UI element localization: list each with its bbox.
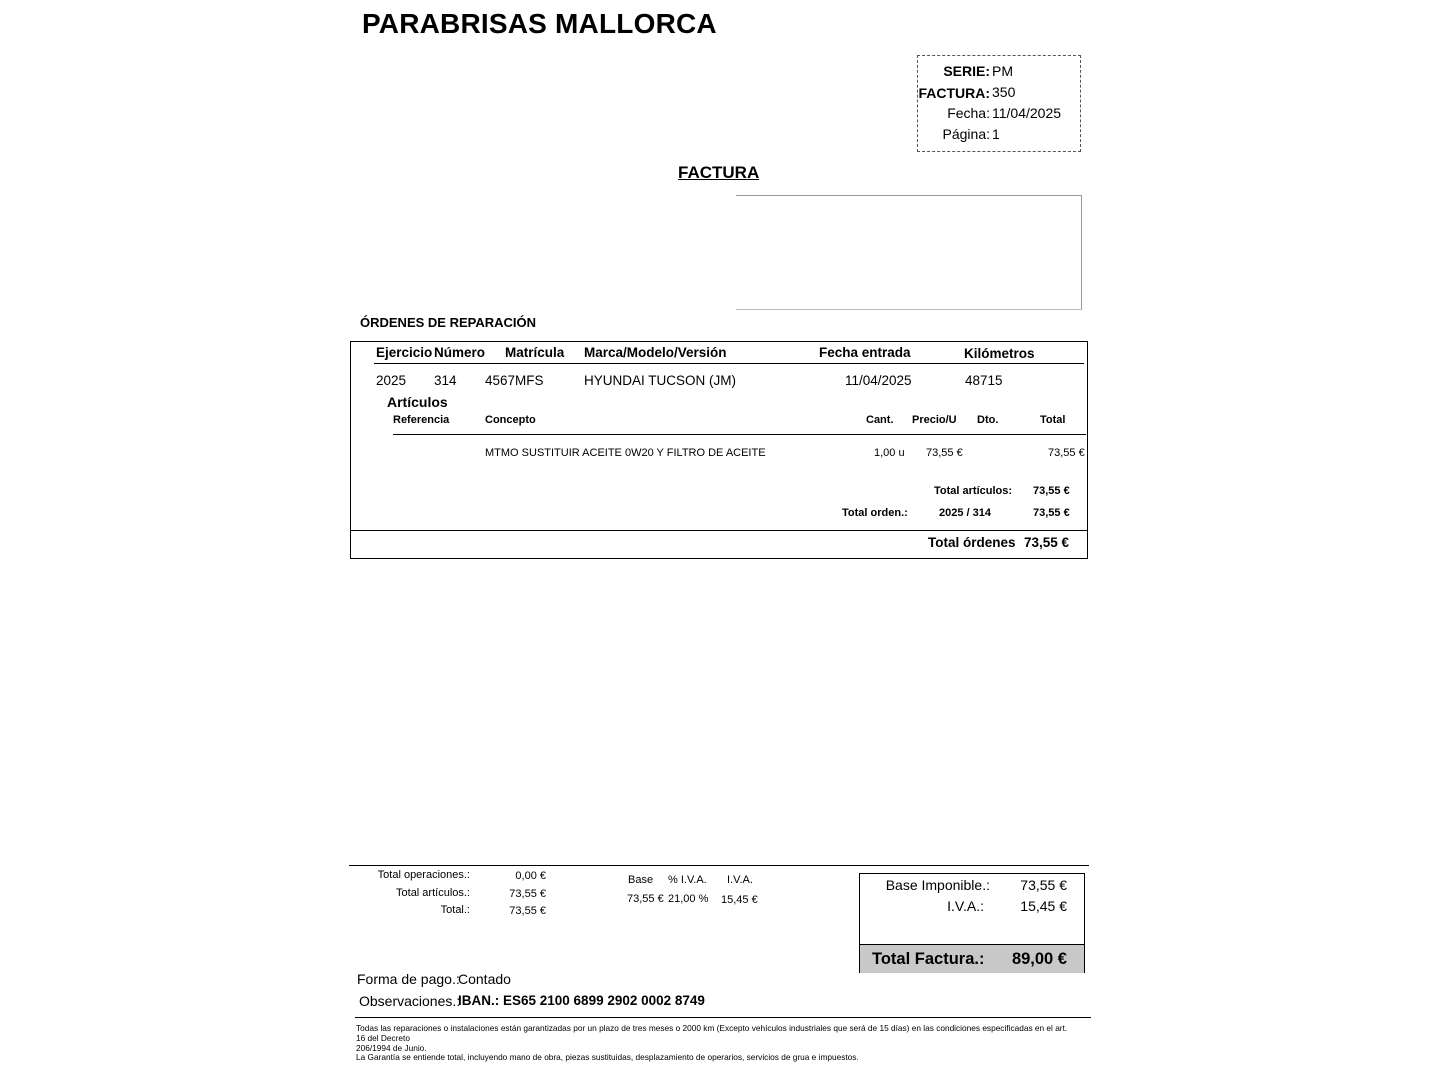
col-header-matricula: Matrícula [505,345,565,360]
legal-notice [356,1024,1067,1063]
summary-total-articulos-label: Total artículos.: [396,887,470,899]
article-header-concepto: Concepto [485,414,536,426]
articles-divider [393,434,1086,435]
order-marca: HYUNDAI TUCSON (JM) [584,373,737,388]
summary-total-value: 73,55 € [509,905,546,917]
footer-divider [355,1017,1091,1018]
vat-pct-header: % I.V.A. [668,874,707,886]
total-ordenes-value: 73,55 € [1024,535,1070,550]
observaciones-label: Observaciones.: [359,993,461,1009]
article-cant: 1,00 u [874,447,905,459]
fecha-value: 11/04/2025 [992,105,1062,121]
article-header-cant: Cant. [866,414,894,426]
factura-label: FACTURA: [918,85,990,101]
vat-iva-value: 15,45 € [721,894,758,906]
vat-base-header: Base [628,874,654,886]
article-header-referencia: Referencia [393,414,450,426]
order-numero: 314 [434,373,457,388]
serie-value: PM [992,63,1013,79]
total-orden-label: Total orden.: [842,507,908,519]
total-operaciones-value: 0,00 € [515,870,546,882]
article-precio: 73,55 € [926,447,963,459]
col-header-fecha-entrada: Fecha entrada [819,345,911,360]
legal-line: Todas las reparaciones o instalaciones están garantizadas por un plazo de tres meses o 2000 km (Excepto vehículos industriales que será de 15 días) en las condiciones especificadas en el art. [356,1023,1068,1033]
legal-line: 16 del Decreto [356,1032,410,1043]
col-header-kilometros: Kilómetros [964,346,1035,361]
article-header-dto: Dto. [977,414,999,426]
header-divider [374,363,1084,364]
total-operaciones-label: Total operaciones.: [377,869,470,881]
article-total: 73,55 € [1048,447,1085,459]
base-imponible-value: 73,55 € [1020,877,1067,893]
pagina-label: Página: [942,126,990,142]
summary-total-articulos-value: 73,55 € [509,888,546,900]
total-orden-value: 73,55 € [1033,507,1070,519]
vat-base-value: 73,55 € [627,893,664,905]
legal-line: 206/1994 de Junio. [356,1042,427,1053]
col-header-marca: Marca/Modelo/Versión [584,345,727,360]
order-kilometros: 48715 [965,373,1003,388]
order-matricula: 4567MFS [485,373,544,388]
serie-label: SERIE: [943,63,990,79]
forma-pago-label: Forma de pago.: [357,971,460,987]
summary-divider [349,865,1089,866]
orders-section-title: ÓRDENES DE REPARACIÓN [360,315,537,330]
vat-iva-header: I.V.A. [727,874,753,886]
total-factura-value: 89,00 € [1011,950,1067,968]
col-header-numero: Número [434,345,486,360]
pagina-value: 1 [992,126,1000,142]
observaciones-value: IBAN.: ES65 2100 6899 2902 0002 8749 [458,993,705,1008]
total-articulos-label: Total artículos: [934,485,1013,497]
vat-pct-value: 21,00 % [668,893,709,905]
base-imponible-label: Base Imponible.: [885,877,990,893]
articles-title: Artículos [387,394,448,410]
total-factura-label: Total Factura.: [872,950,985,968]
article-header-total: Total [1040,414,1066,426]
col-header-ejercicio: Ejercicio [376,345,433,360]
client-address-box [736,195,1082,310]
article-header-precio: Precio/U [912,414,957,426]
iva-value: 15,45 € [1020,898,1067,914]
order-fecha-entrada: 11/04/2025 [845,373,912,388]
total-orden-ref: 2025 / 314 [939,507,991,519]
summary-total-label: Total.: [440,904,470,916]
article-concepto: MTMO SUSTITUIR ACEITE 0W20 Y FILTRO DE ACEITE [485,447,766,459]
document-title: FACTURA [678,163,760,182]
order-ejercicio: 2025 [376,373,407,388]
forma-pago-value: Contado [458,971,511,987]
total-ordenes-label: Total órdenes [928,535,1016,550]
factura-value: 350 [992,84,1016,100]
company-name: PARABRISAS MALLORCA [362,8,717,39]
fecha-label: Fecha: [947,105,990,121]
legal-line: La Garantía se entiende total, incluyendo mano de obra, piezas sustituidas, desplazamiento de operarios, servicios de grua e impuestos. [356,1052,859,1063]
total-articulos-value: 73,55 € [1033,485,1070,497]
iva-label: I.V.A.: [947,898,984,914]
orders-total-divider [350,530,1088,531]
